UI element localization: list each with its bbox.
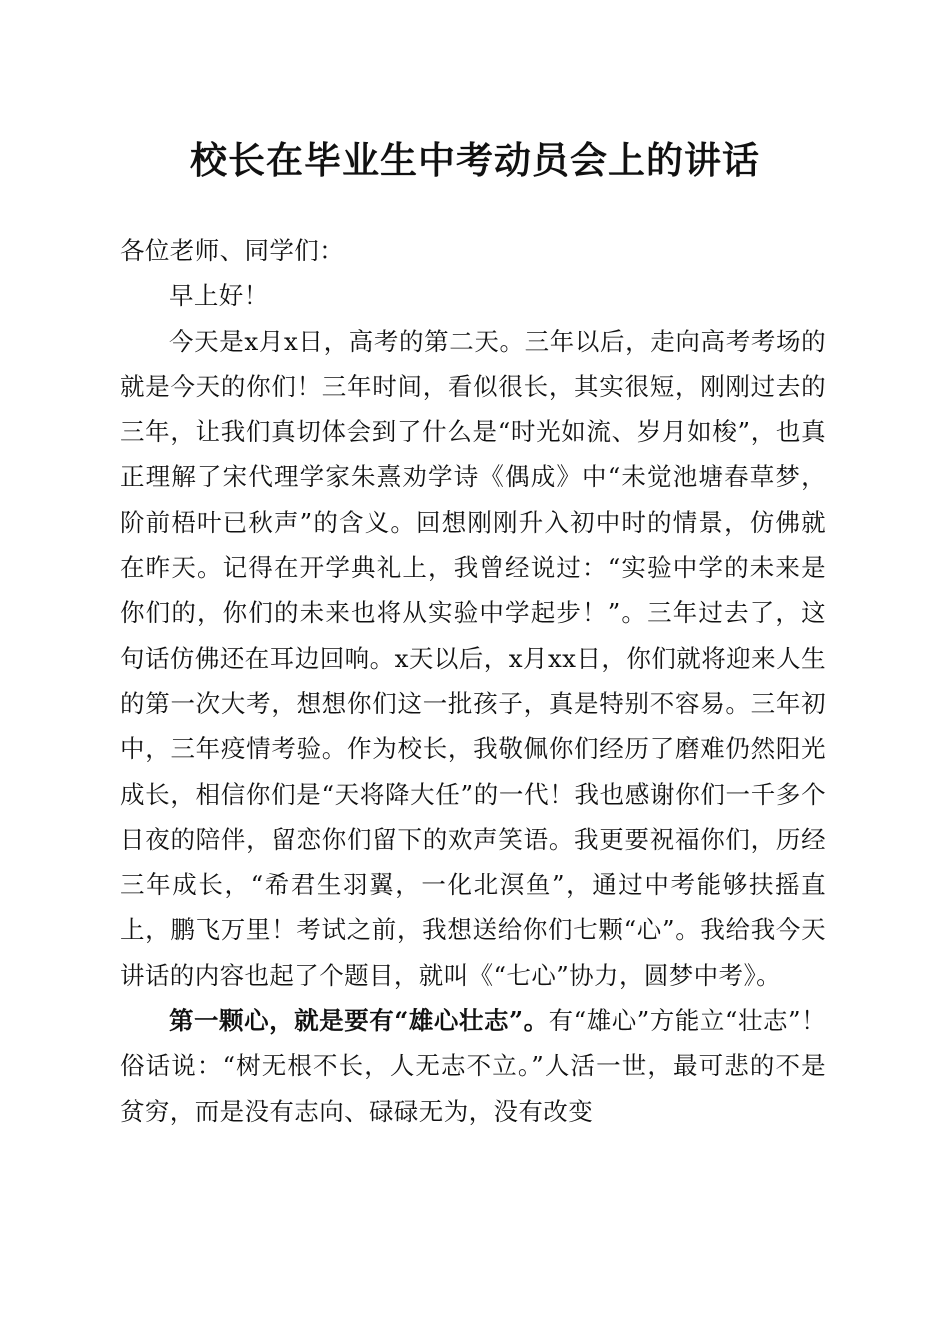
paragraph-2-text: 有“雄心”方能立“壮志”！俗话说：“树无根不长，人无志不立。”人活一世，最可悲的不是贫穷，而是没有志向、碌碌无为，没有改变 [120, 1006, 826, 1126]
greeting: 早上好！ [169, 281, 269, 311]
document-body [120, 228, 826, 1134]
paragraph-2-lead: 第一颗心，就是要有“雄心壮志”。 [169, 1006, 549, 1036]
salutation: 各位老师、同学们： [120, 236, 345, 265]
paragraph-1: 今天是x月x日，高考的第二天。三年以后，走向高考考场的就是今天的你们！三年时间，看似很长，其实很短，刚刚过去的三年，让我们真切体会到了什么是“时光如流、岁月如梭”，也真正理解了宋代理学家朱熹劝学诗《偶成》中“未觉池塘春草梦，阶前梧叶已秋声”的含义。回想刚刚升入初中时的情景，仿佛就在昨天。记得在开学典礼上，我曾经说过：“实验中学的未来是你们的，你们的未来也将从实验中学起步！”。三年过去了，这句话仿佛还在耳边回响。x天以后，x月xx日，你们就将迎来人生的第一次大考，想想你们这一批孩子，真是特别不容易。三年初中，三年疫情考验。作为校长，我敬佩你们经历了磨难仍然阳光成长，相信你们是“天将降大任”的一代！我也感谢你们一千多个日夜的陪伴，留恋你们留下的欢声笑语。我更要祝福你们，历经三年成长，“希君生羽翼，一化北溟鱼”，通过中考能够扶摇直上，鹏飞万里！考试之前，我想送给你们七颗“心”。我给我今天讲话的内容也起了个题目，就叫《“七心”协力，圆梦中考》。 [120, 326, 826, 990]
document-title: 校长在毕业生中考动员会上的讲话 [190, 138, 760, 182]
paragraph-2 [120, 998, 826, 1134]
